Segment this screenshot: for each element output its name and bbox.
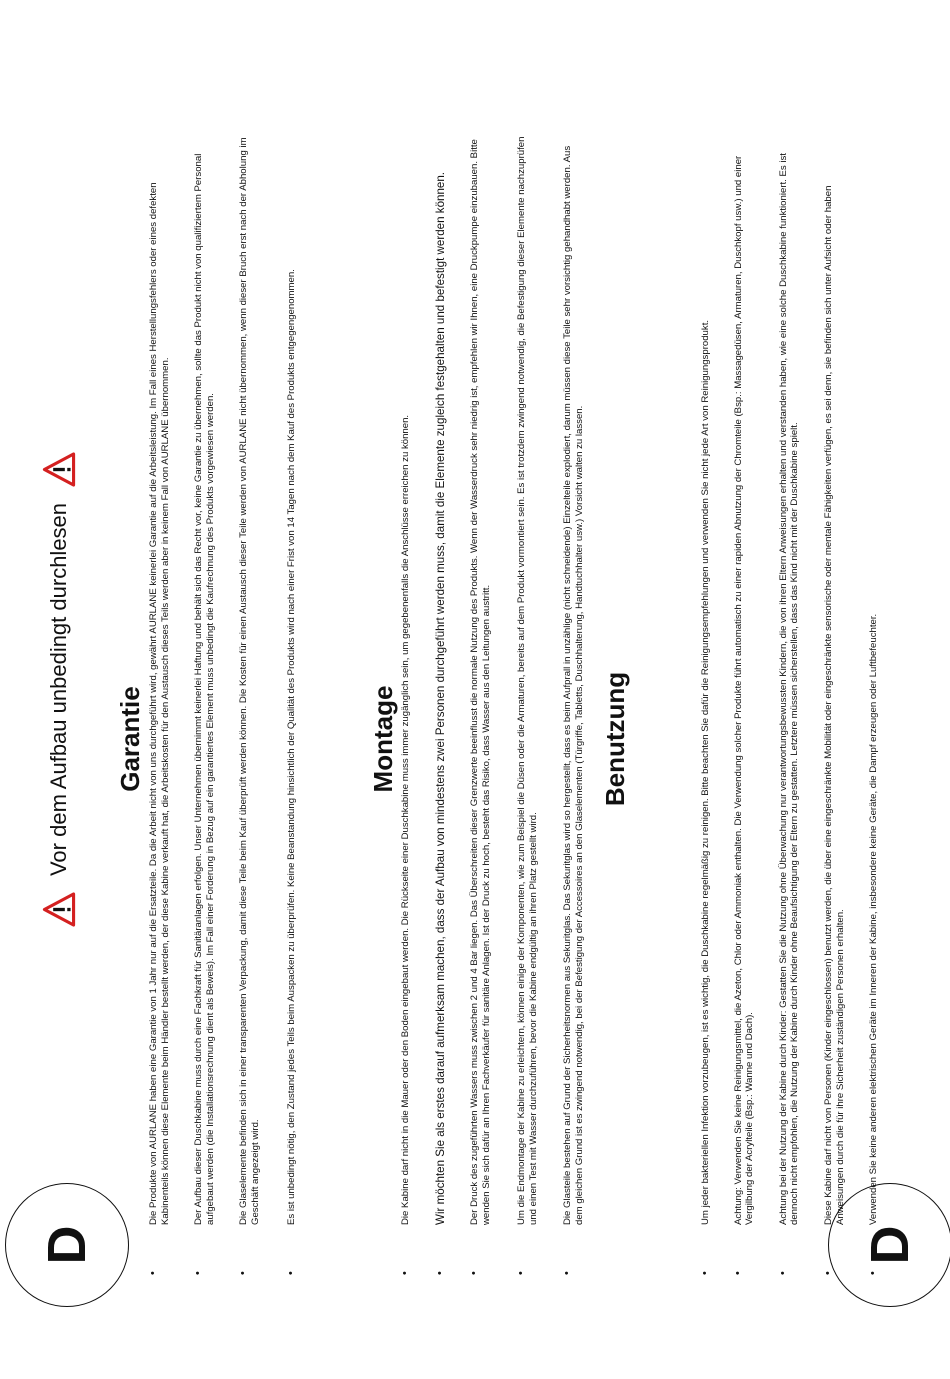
list-item: • Der Aufbau dieser Duschkabine muss durch eine Fachkraft für Sanitäranlagen erfolgen. Unser Unternehmen übernimmt keinerlei Haftung und behält sich das Recht vor, keine Garantie zu übernehmen, sollte das Produkt nicht von qualifiziertem Personal aufgebaut werden (die Installationsrechnung dient als Beweis). Im Fall einer Forderung in Bezug auf ein garantiertes Element muss unbedingt die Kaufrechnung des Produkts vorgewiesen werden. (193, 131, 216, 1231)
list-item: • Die Kabine darf nicht in die Mauer oder den Boden eingebaut werden. Die Rückseite einer Duschkabine muss immer zugänglich sein, um gegebenenfalls die Anschlüsse erreichen zu können. (400, 131, 412, 1231)
list-item: • Um jeder bakteriellen Infektion vorzubeugen, ist es wichtig, die Duschkabine regelmäßig zu reinigen. Bitte beachten Sie dafür die Reinigungsempfehlungen und verwenden Sie nicht jede Art von Reinigungsprodukt. (700, 131, 712, 1231)
list-item: • Wir möchten Sie als erstes darauf aufmerksam machen, dass der Aufbau von mindestens zwei Personen durchgeführt werden muss, damit die Elemente zugleich festgehalten und befestigt werden können. (434, 131, 447, 1231)
language-badge-top (5, 1183, 129, 1307)
section-title-benutzung: Benutzung (600, 671, 630, 807)
section-title-garantie: Garantie (115, 686, 145, 792)
list-item: • Verwenden Sie keine anderen elektrischen Geräte im Inneren der Kabine, insbesondere keine Geräte, die Dampf erzeugen oder Luftbefeuchter. (868, 131, 880, 1231)
list-item: • Diese Kabine darf nicht von Personen (Kinder eingeschlossen) benutzt werden, die über eine eingeschränkte Mobilität oder eingeschränkte sensorische oder mentale Fähigkeiten verfügen, es sei denn, sie befinden sich unter Aufsicht oder haben Anweisungen durch die für ihre Sicherheit zuständigen Personen erhalten. (823, 131, 846, 1231)
warning-triangle-icon (42, 452, 76, 487)
list-item: • Die Glasteile bestehen auf Grund der Sicherheitsnormen aus Sekuritglas. Das Sekuritglas wird so hergestellt, dass es beim Aufprall in unzählige (nicht schneidende) Einzelteile explodiert, darum müssen diese Teile sehr vorsichtig gehandhabt werden. Aus dem gleichen Grund ist es zwingend notwendig, bei der Befestigung der Accessoires an den Glaselementen (Türgriffe, Tabletts, Duschhalterung, Handtuchhalter usw.) Vorsicht walten zu lassen. (562, 131, 585, 1231)
list-item: • Um die Endmontage der Kabine zu erleichtern, können einige der Komponenten, wie zum Beispiel die Düsen oder die Armaturen, bereits auf dem Produkt vormontiert sein. Es ist trotzdem zwingend notwendig, die Befestigung dieser Elemente nachzuprüfen und einen Test mit Wasser durchzuführen, bevor die Kabine endgültig an ihren Platz gestellt wird. (516, 131, 539, 1231)
list-item: • Der Druck des zugeführten Wassers muss zwischen 2 und 4 Bar liegen. Das Überschreiten dieser Grenzwerte beeinflusst die normale Nutzung des Produkts. Wenn der Wasserdruck sehr niedrig ist, empfehlen wir Ihnen, eine Druckpumpe einzubauen. Bitte wenden Sie sich dafür an Ihren Fachverkäufer für sanitäre Anlagen. Ist der Druck zu hoch, besteht das Risiko, dass Wasser aus den Leitungen austritt. (469, 131, 492, 1231)
montage-list (400, 131, 586, 1231)
warning-triangle-icon (42, 892, 76, 927)
list-item: • Die Produkte von AURLANE haben eine Garantie von 1 Jahr nur auf die Ersatzteile. Da die Arbeit nicht von uns durchgeführt wird, gewährt AURLANE keinerlei Garantie auf die Arbeitsleistung. Im Fall eines Herstellungsfehlers oder eines defekten Kabinenteils können diese Elemente beim Händler bestellt werden, der diese Kabine verkauft hat, die Arbeitskosten für den Austausch dieses Teils werden aber in keinem Fall von AURLANE übernommen. (148, 131, 171, 1231)
language-letter: D (37, 1225, 97, 1265)
list-item: • Achtung: Verwenden Sie keine Reinigungsmittel, die Azeton, Chlor oder Ammoniak enthalten. Die Verwendung solcher Produkte führt automatisch zu einer rapiden Abnutzung der Chromteile (Bsp.: Massagedüsen, Armaturen, Duschkopf usw.) und einer Vergilbung der Acrylteile (Bsp.: Wanne und Dach). (733, 131, 756, 1231)
benutzung-list (700, 131, 880, 1231)
main-heading (34, 452, 84, 927)
list-item: • Es ist unbedingt nötig, den Zustand jedes Teils beim Auspacken zu überprüfen. Keine Beanstandung hinsichtlich der Qualität des Produkts wird nach einer Frist von 14 Tagen nach dem Kauf des Produkts entgegengenommen. (286, 131, 298, 1231)
list-item: • Achtung bei der Nutzung der Kabine durch Kinder: Gestatten Sie die Nutzung ohne Überwachung nur verantwortungsbewussten Kindern, die von ihren Eltern Anweisungen erhalten und verstanden haben, wie eine solche Duschkabine funktioniert. Es ist dennoch nicht empfohlen, die Nutzung der Kabine durch Kinder ohne Beaufsichtigung der Eltern zu gestatten. Letztere müssen sicherstellen, dass das Kind nicht mit der Duschkabine spielt. (778, 131, 801, 1231)
garantie-list (148, 131, 297, 1231)
section-title-montage: Montage (368, 685, 398, 793)
language-letter: D (860, 1225, 920, 1265)
main-heading-text: Vor dem Aufbau unbedingt durchlesen (46, 502, 71, 877)
list-item: • Die Glaselemente befinden sich in einer transparenten Verpackung, damit diese Teile beim Kauf überprüft werden können. Die Kosten für einen Austausch dieser Teile werden von AURLANE nicht übernommen, wenn dieser Bruch erst nach der Abholung im Geschäft angezeigt wird. (238, 131, 261, 1231)
